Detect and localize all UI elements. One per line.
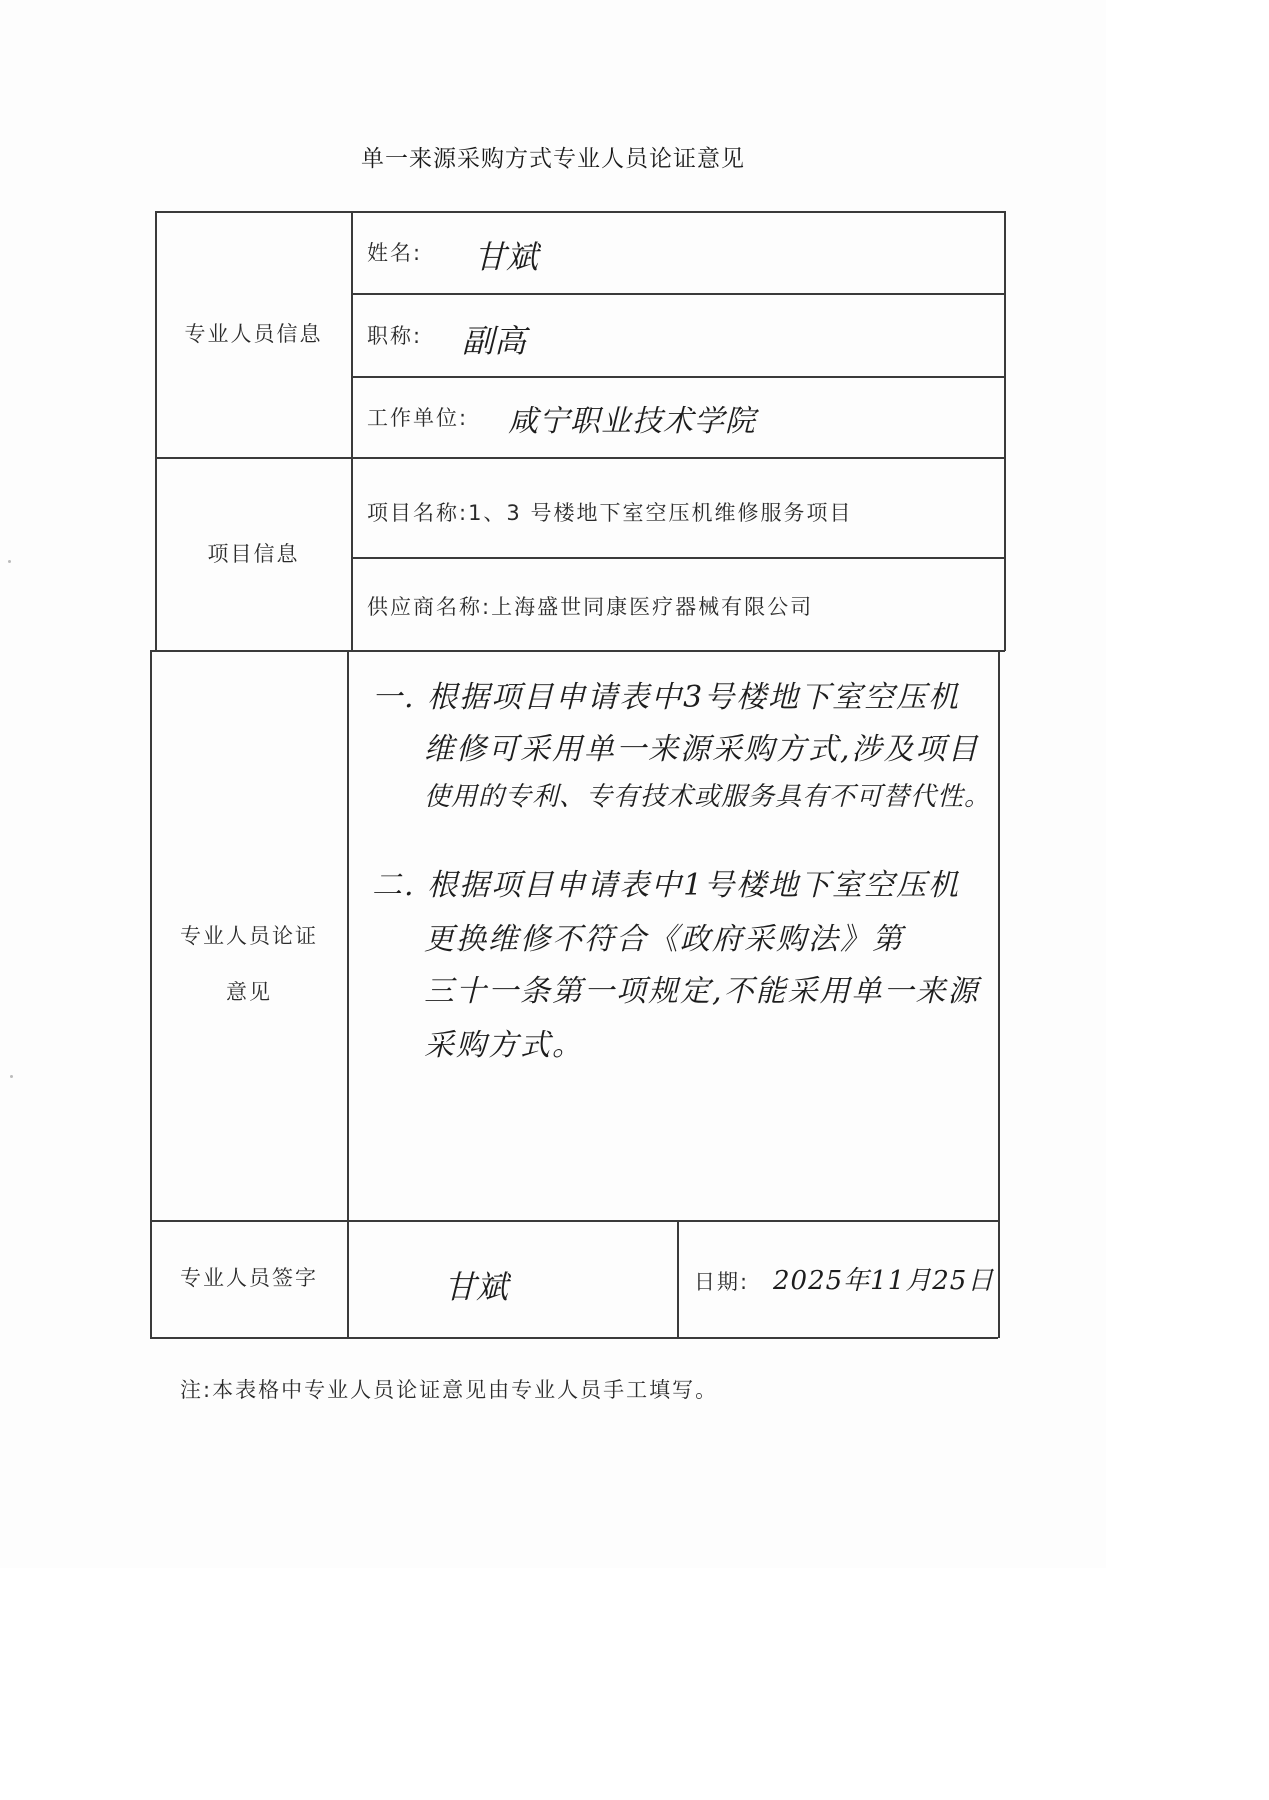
table-border-bottom: [150, 1337, 998, 1339]
document-title: 单一来源采购方式专业人员论证意见: [361, 146, 745, 172]
project-info-label: 项目信息: [207, 542, 300, 566]
expert-info-label: 专业人员信息: [184, 322, 323, 346]
supplier-name: 供应商名称:上海盛世同康医疗器械有限公司: [367, 595, 814, 619]
name-label: 姓名:: [367, 241, 423, 265]
table-border-right: [998, 650, 1000, 1338]
label-column-divider: [351, 211, 353, 651]
row-divider: [352, 376, 1005, 378]
table-border-left: [155, 211, 157, 651]
date-label: 日期:: [694, 1270, 750, 1294]
work-unit-value: 咸宁职业技术学院: [508, 404, 756, 439]
date-value: 2025年11月25日: [773, 1266, 995, 1296]
opinion-line: 一. 根据项目申请表中3号楼地下室空压机: [372, 680, 961, 715]
label-column-divider: [347, 650, 349, 1338]
row-divider: [352, 293, 1005, 295]
scan-speck: [10, 1075, 13, 1078]
opinion-line: 使用的专利、专有技术或服务具有不可替代性。: [424, 782, 992, 812]
title-value: 副高: [462, 322, 527, 360]
project-name: 项目名称:1、3 号楼地下室空压机维修服务项目: [367, 501, 853, 525]
section-divider: [150, 1220, 999, 1222]
section-divider: [155, 457, 1005, 459]
name-value: 甘斌: [474, 238, 539, 276]
opinion-line: 三十一条第一项规定,不能采用单一来源: [424, 974, 980, 1009]
opinion-line: 更换维修不符合《政府采购法》第: [424, 922, 904, 957]
opinion-line: 采购方式。: [424, 1028, 584, 1063]
title-label: 职称:: [367, 324, 423, 348]
work-unit-label: 工作单位:: [367, 406, 469, 430]
opinion-label-line1: 专业人员论证: [180, 924, 318, 948]
footer-note: 注:本表格中专业人员论证意见由专业人员手工填写。: [180, 1378, 719, 1402]
row-divider: [352, 557, 1005, 559]
scan-speck: [8, 560, 11, 563]
opinion-line: 维修可采用单一来源采购方式,涉及项目: [424, 732, 980, 767]
opinion-label-line2: 意见: [226, 980, 272, 1004]
signature-label: 专业人员签字: [180, 1266, 318, 1290]
opinion-line: 二. 根据项目申请表中1号楼地下室空压机: [372, 868, 961, 903]
signature-value: 甘斌: [444, 1268, 509, 1306]
table-border-top: [157, 211, 1006, 213]
section-divider: [151, 650, 1005, 652]
signature-date-divider: [677, 1220, 679, 1338]
table-border-right: [1004, 211, 1006, 651]
